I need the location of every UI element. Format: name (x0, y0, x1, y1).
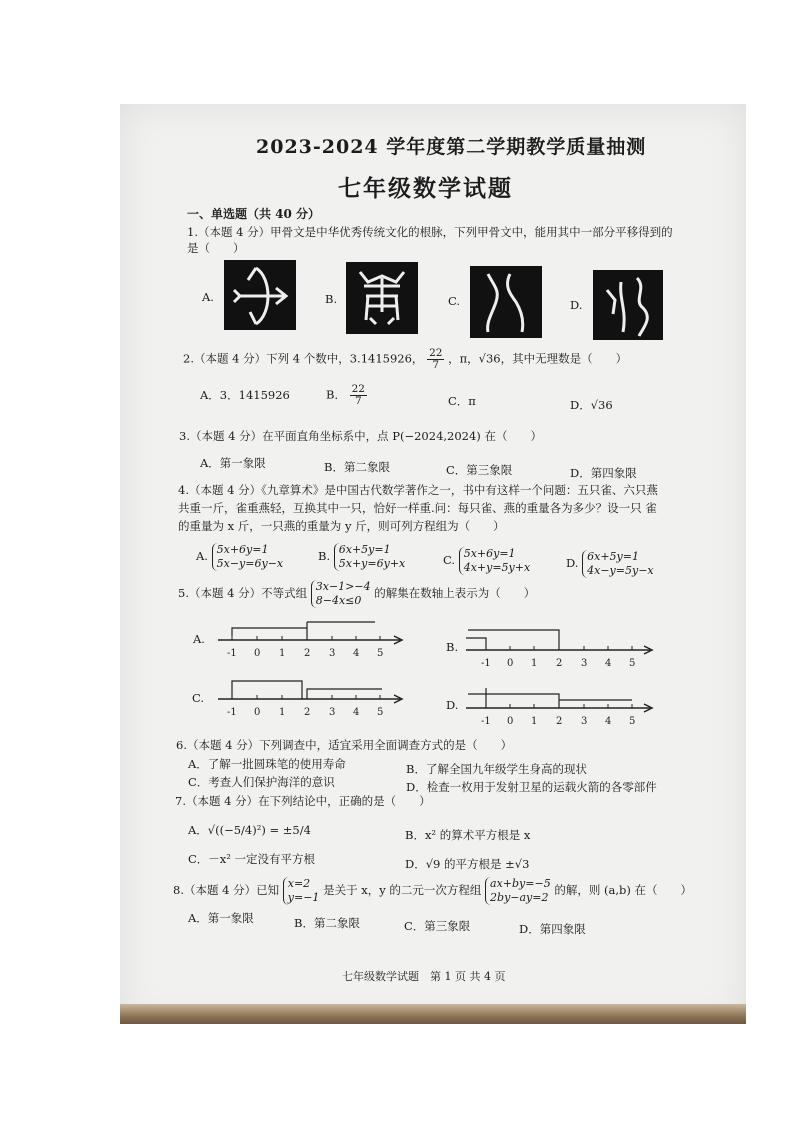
q2-stem (183, 348, 627, 371)
tick-label: -1 (227, 707, 237, 718)
q2-option-c: C．π (448, 394, 476, 408)
q1-stem-line2: 是（ ） (187, 241, 245, 255)
tick-label: 1 (279, 707, 286, 718)
q5-option-d-label: D. (446, 698, 459, 712)
q3-option-a: A．第一象限 (200, 456, 266, 470)
number-line-a (210, 618, 410, 664)
equation: y=−1 (287, 891, 320, 904)
q4-option-c-system (459, 547, 530, 575)
tick-label: -1 (227, 648, 237, 659)
q2-option-b-den: 7 (354, 395, 362, 407)
q5-option-c-label: C. (192, 691, 205, 705)
exam-title: 2023-2024 学年度第二学期教学质量抽测 (256, 136, 647, 158)
q1-option-d-label: D. (570, 298, 583, 312)
tick-label: 0 (254, 707, 261, 718)
q2-option-a: A．3．1415926 (200, 388, 290, 402)
tick-label: 4 (353, 648, 360, 659)
q2-option-d: D．√36 (570, 398, 613, 412)
tick-label: 2 (556, 716, 563, 727)
q4-option-a (196, 543, 283, 571)
number-line-d (464, 684, 664, 730)
q3-option-c: C．第三象限 (446, 463, 513, 477)
bow-arrow-glyph-icon (224, 260, 296, 330)
equation: x=2 (287, 877, 311, 890)
q7-option-d: D．√9 的平方根是 ±√3 (405, 857, 530, 871)
tick-label: 5 (629, 658, 636, 669)
q4-option-d-system (582, 550, 653, 578)
q2-option-b (326, 384, 367, 407)
tick-label: 5 (377, 648, 384, 659)
q7-option-c: C．－x² 一定没有平方根 (188, 852, 316, 866)
tick-label: 1 (531, 658, 538, 669)
q7-option-a: A．√((−5/4)²) = ±5/4 (188, 823, 311, 837)
q5-option-b-label: B. (446, 640, 459, 654)
tick-label: 2 (556, 658, 563, 669)
q8-solution-system (283, 877, 320, 905)
equation: 5x+y=6y+x (338, 557, 406, 570)
q4-stem-line3: 的重量为 x 斤，一只燕的重量为 y 斤，则可列方程组为（ ） (178, 519, 505, 533)
q5-option-a-label: A. (193, 632, 205, 646)
q2-fraction (427, 348, 444, 371)
equation: ax+by=−5 (490, 877, 551, 890)
q8-equation-system (485, 877, 551, 905)
equation: 6x+5y=1 (587, 550, 639, 563)
q1-option-a-label: A. (202, 290, 214, 304)
q8-option-a: A．第一象限 (188, 911, 254, 925)
q5-stem (178, 580, 535, 608)
q4-stem-line2: 共重一斤，雀重燕轻，互换其中一只，恰好一样重.问：每只雀、燕的重量各为多少？设一只 雀 (178, 501, 657, 515)
tick-label: 5 (629, 716, 636, 727)
q2-frac-num: 22 (429, 347, 443, 359)
q8-stem-a: 8.（本题 4 分）已知 (173, 883, 280, 897)
strokes-glyph-icon (593, 270, 663, 340)
q6-option-c: C．考查人们保护海洋的意识 (188, 775, 335, 789)
tick-label: 1 (279, 648, 286, 659)
q1-option-c-label: C. (448, 294, 461, 308)
tick-label: 5 (377, 707, 384, 718)
tick-label: 2 (304, 707, 311, 718)
equation: 2by−ay=2 (490, 891, 549, 904)
q4-option-b (318, 543, 405, 571)
q4-option-b-label: B. (318, 549, 331, 563)
tick-label: -1 (481, 658, 491, 669)
number-line-b (464, 626, 664, 672)
exam-subtitle: 七年级数学试题 (338, 175, 513, 202)
q4-option-c (443, 547, 530, 575)
tick-label: 4 (353, 707, 360, 718)
q1-stem-line1: 1.（本题 4 分）甲骨文是中华优秀传统文化的根脉，下列甲骨文中，能用其中一部分平移得到的 (187, 225, 673, 239)
q4-option-d (566, 550, 654, 578)
q1-option-b-label: B. (325, 292, 338, 306)
q6-option-b: B．了解全国九年级学生身高的现状 (406, 762, 587, 776)
q3-option-b: B．第二象限 (324, 460, 390, 474)
inequality: 8−4x≤0 (315, 594, 362, 607)
q4-option-a-label: A. (196, 549, 208, 563)
q8-option-c: C．第三象限 (404, 919, 471, 933)
q2-stem-a: 2.（本题 4 分）下列 4 个数中，3.1415926， (183, 351, 424, 366)
tick-label: 4 (605, 658, 612, 669)
q4-option-a-system (212, 543, 283, 571)
q3-stem: 3.（本题 4 分）在平面直角坐标系中，点 P(−2024,2024) 在（ ） (179, 429, 542, 443)
q6-option-a: A．了解一批圆珠笔的使用寿命 (188, 757, 346, 771)
equation: 5x−y=6y−x (216, 557, 284, 570)
oracle-bone-figure-image (346, 262, 418, 334)
tick-label: 0 (507, 716, 514, 727)
page-footer: 七年级数学试题 第 1 页 共 4 页 (342, 970, 506, 983)
tick-label: 3 (581, 658, 588, 669)
q5-stem-a: 5.（本题 4 分）不等式组 (178, 586, 308, 600)
q3-option-d: D．第四象限 (570, 466, 637, 480)
tick-label: 2 (304, 648, 311, 659)
curves-glyph-icon (470, 266, 542, 338)
section-heading: 一、单选题（共 40 分） (187, 207, 321, 221)
q8-stem-b: 是关于 x，y 的二元一次方程组 (323, 883, 482, 897)
q2-option-b-fraction (350, 384, 367, 407)
equation: 4x−y=5y−x (587, 564, 654, 577)
q7-option-b: B．x² 的算术平方根是 x (405, 828, 531, 842)
q2-option-b-label: B． (326, 387, 346, 402)
q2-stem-b: ，π，√36，其中无理数是（ ） (448, 351, 628, 366)
tick-label: 3 (581, 716, 588, 727)
tick-label: 3 (329, 707, 336, 718)
equation: 5x+6y=1 (216, 543, 269, 556)
oracle-bone-curves-image (470, 266, 542, 338)
q4-option-b-system (334, 543, 405, 571)
equation: 5x+6y=1 (463, 547, 516, 560)
tick-label: -1 (481, 716, 491, 727)
q8-option-b: B．第二象限 (294, 916, 360, 930)
number-line-c (210, 677, 410, 723)
q2-frac-den: 7 (432, 359, 440, 371)
q8-stem (173, 877, 692, 905)
q7-stem: 7.（本题 4 分）在下列结论中，正确的是（ ） (175, 794, 431, 808)
tick-label: 0 (507, 658, 514, 669)
q8-option-d: D．第四象限 (519, 922, 586, 936)
tick-label: 3 (329, 648, 336, 659)
q6-stem: 6.（本题 4 分）下列调查中，适宜采用全面调查方式的是（ ） (176, 738, 513, 752)
q4-option-d-label: D. (566, 556, 579, 570)
q8-stem-c: 的解，则 (a,b) 在（ ） (554, 883, 693, 897)
paper-edge (120, 1004, 746, 1024)
q5-stem-b: 的解集在数轴上表示为（ ） (374, 586, 536, 600)
oracle-bone-bow-arrow-image (224, 260, 296, 330)
equation: 4x+y=5y+x (463, 561, 531, 574)
inequality: 3x−1>−4 (315, 580, 371, 593)
q4-stem-line1: 4.（本题 4 分）《九章算术》是中国古代数学著作之一，书中有这样一个问题：五只雀、六只燕 (178, 483, 658, 497)
tick-label: 1 (531, 716, 538, 727)
q5-system (311, 580, 371, 608)
q6-option-d: D．检查一枚用于发射卫星的运载火箭的各零部件 (406, 780, 657, 794)
figure-glyph-icon (346, 262, 418, 334)
q2-option-b-num: 22 (351, 383, 365, 395)
tick-label: 0 (254, 648, 261, 659)
equation: 6x+5y=1 (338, 543, 391, 556)
tick-label: 4 (605, 716, 612, 727)
q4-option-c-label: C. (443, 553, 456, 567)
oracle-bone-strokes-image (593, 270, 663, 340)
